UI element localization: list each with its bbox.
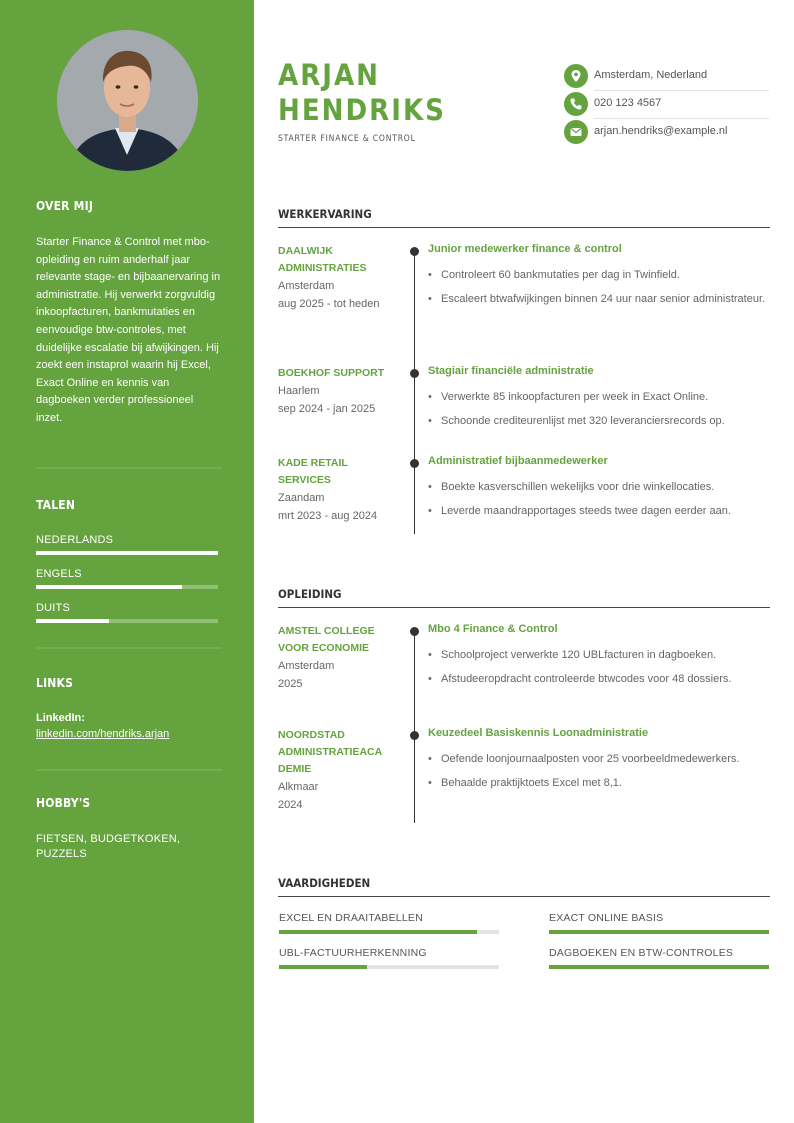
section-rule [278,896,770,897]
portrait-image [57,30,198,171]
skill-name: DAGBOEKEN EN BTW-CONTROLES [549,947,734,959]
timeline-dot [410,731,419,740]
entry-dates: 2025 [278,678,303,690]
timeline-dot [410,369,419,378]
language-bar-fill [36,585,182,589]
hobbies-heading: HOBBY'S [36,796,91,810]
section-rule [278,607,770,608]
timeline-dot [410,247,419,256]
entry-location: Amsterdam [278,280,335,292]
timeline-line [414,631,415,823]
contact-phone [564,92,769,120]
contact-divider [594,118,769,119]
candidate-name [278,58,446,128]
language-bar [36,585,218,589]
sidebar [0,0,254,1123]
phone-icon [564,92,588,116]
entry-bullet: • Leverde maandrapportages steeds twee dagen eerder aan. [428,503,770,519]
about-heading: OVER MIJ [36,199,94,213]
skill-bar-fill [549,965,769,969]
entry-title: Keuzedeel Basiskennis Loonadministratie [428,727,649,739]
language-bar-fill [36,551,218,555]
languages-heading: TALEN [36,498,76,512]
sidebar-divider [36,647,222,649]
education-heading: OPLEIDING [278,587,342,601]
location-pin-icon [564,64,588,88]
skill-bar-fill [279,930,477,934]
entry-bullet: • Behaalde praktijktoets Excel met 8,1. [428,775,770,791]
entry-organization: AMSTEL COLLEGE VOOR ECONOMIE Amsterdam 2025 [278,623,388,693]
skill-name: EXCEL EN DRAAITABELLEN [279,912,423,924]
entry-bullet: • Schoolproject verwerkte 120 UBLfacturen in dagboeken. [428,647,770,663]
entry-organization: DAALWIJK ADMINISTRATIES Amsterdam aug 2025 - tot heden [278,243,388,313]
skill-bar-fill [279,965,367,969]
entry-dates: sep 2024 - jan 2025 [278,403,376,415]
sidebar-divider [36,769,222,771]
contact-phone-text: 020 123 4567 [594,97,662,109]
entry-organization: BOEKHOF SUPPORT Haarlem sep 2024 - jan 2025 [278,365,388,418]
entry-location: Alkmaar [278,781,319,793]
skill-bar [279,965,499,969]
contact-location [564,64,769,92]
language-bar [36,551,218,555]
entry-location: Zaandam [278,492,325,504]
entry-bullet: • Oefende loonjournaalposten voor 25 voorbeeldmedewerkers. [428,751,770,767]
entry-dates: 2024 [278,799,303,811]
skills-heading: VAARDIGHEDEN [278,876,371,890]
entry-dates: aug 2025 - tot heden [278,298,380,310]
last-name: HENDRIKS [278,93,446,127]
entry-title: Administratief bijbaanmedewerker [428,455,608,467]
linkedin-link[interactable]: linkedin.com/hendriks.arjan [36,728,170,740]
language-name: ENGELS [36,568,82,580]
email-icon [564,120,588,144]
entry-title: Junior medewerker finance & control [428,243,622,255]
entry-location: Amsterdam [278,660,335,672]
skill-bar [549,930,769,934]
skill-bar [549,965,769,969]
contact-divider [594,90,769,91]
entry-dates: mrt 2023 - aug 2024 [278,510,378,522]
section-rule [278,227,770,228]
linkedin-label: LinkedIn: [36,712,85,724]
contact-email [564,120,769,148]
skill-bar-fill [549,930,769,934]
language-name: DUITS [36,602,70,614]
timeline-dot [410,627,419,636]
contact-email-text: arjan.hendriks@example.nl [594,125,728,137]
entry-organization: NOORDSTAD ADMINISTRATIEACA DEMIE Alkmaar 2024 [278,727,388,814]
timeline-dot [410,459,419,468]
skill-name: EXACT ONLINE BASIS [549,912,664,924]
job-role: STARTER FINANCE & CONTROL [278,134,416,144]
skill-bar [279,930,499,934]
profile-photo [57,30,198,171]
entry-title: Mbo 4 Finance & Control [428,623,558,635]
entry-bullet: • Escaleert btwafwijkingen binnen 24 uur naar senior administrateur. [428,291,770,307]
timeline-line [414,251,415,534]
language-name: NEDERLANDS [36,534,114,546]
skill-name: UBL-FACTUURHERKENNING [279,947,427,959]
language-bar [36,619,218,623]
links-heading: LINKS [36,676,74,690]
entry-bullet: • Afstudeeropdracht controleerde btwcodes voor 48 dossiers. [428,671,770,687]
experience-heading: WERKERVARING [278,207,372,221]
contact-location-text: Amsterdam, Nederland [594,69,708,81]
entry-bullet: • Controleert 60 bankmutaties per dag in Twinfield. [428,267,770,283]
first-name: ARJAN [278,58,381,92]
entry-bullet: • Verwerkte 85 inkoopfacturen per week in Exact Online. [428,389,770,405]
language-bar-fill [36,619,109,623]
entry-bullet: • Schoonde crediteurenlijst met 320 leveranciersrecords op. [428,413,770,429]
entry-bullet: • Boekte kasverschillen wekelijks voor drie winkellocaties. [428,479,770,495]
entry-title: Stagiair financiële administratie [428,365,594,377]
about-text: Starter Finance & Control met mbo-opleiding en ruim anderhalf jaar relevante stage- en bijbaanervaring in administratie. Hij verwerkt zorgvuldig inkoopfacturen, bankmutaties en eenvoudige btw-controles, met duidelijke escalatie bij afwijkingen. Hij zoekt een instaprol waarin hij Excel, Exact Online en kennis van dagboeken verder professioneel inzet. [36,236,221,424]
entry-location: Haarlem [278,385,320,397]
sidebar-divider [36,467,222,469]
entry-organization: KADE RETAIL SERVICES Zaandam mrt 2023 - aug 2024 [278,455,388,525]
hobbies-text: FIETSEN, BUDGETKOKEN, PUZZELS [36,833,181,860]
